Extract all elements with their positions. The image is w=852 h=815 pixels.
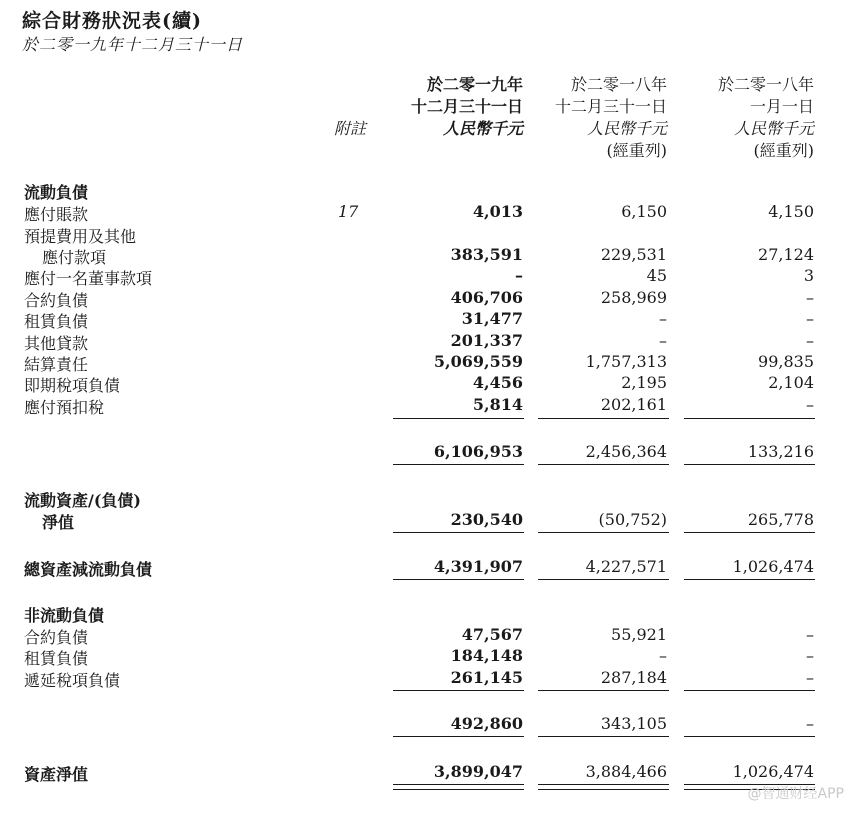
table-row: 合約負債 406,706 258,969 – bbox=[24, 288, 814, 310]
non-current-total: 492,860 343,105 – bbox=[450, 714, 814, 733]
net-assets-row: 資產淨值 3,899,047 3,884,466 1,026,474 bbox=[24, 762, 814, 784]
table-row: 租賃負債 31,477 – – bbox=[24, 309, 814, 331]
table-row: 結算責任 5,069,559 1,757,313 99,835 bbox=[24, 352, 814, 374]
total-less-current-row: 總資產減流動負債 4,391,907 4,227,571 1,026,474 bbox=[24, 557, 814, 579]
table-row: 其他貸款 201,337 – – bbox=[24, 331, 814, 353]
total-rule bbox=[538, 736, 669, 737]
current-liabilities-total: 6,106,953 2,456,364 133,216 bbox=[433, 442, 814, 461]
total-rule bbox=[393, 532, 524, 533]
header-col-2019: 於二零一九年 十二月三十一日 人民幣千元 bbox=[410, 75, 523, 138]
subtotal-rule bbox=[684, 690, 815, 691]
total-rule bbox=[684, 579, 815, 580]
total-rule bbox=[684, 464, 815, 465]
total-rule bbox=[538, 464, 669, 465]
table-row: 合約負債 47,567 55,921 – bbox=[24, 625, 814, 647]
table-row: 租賃負債 184,148 – – bbox=[24, 646, 814, 668]
section-net-current: 流動資產/(負債) bbox=[24, 491, 141, 510]
total-rule bbox=[393, 579, 524, 580]
total-rule bbox=[538, 532, 669, 533]
section-non-current: 非流動負債 bbox=[24, 606, 105, 625]
table-row: 遞延稅項負債 261,145 287,184 – bbox=[24, 668, 814, 690]
table-row: 即期稅項負債 4,456 2,195 2,104 bbox=[24, 373, 814, 395]
statement-title: 綜合財務狀況表(續) bbox=[22, 10, 202, 32]
subtotal-rule bbox=[538, 418, 669, 419]
table-row: 應付賬款 17 4,013 6,150 4,150 bbox=[24, 202, 814, 224]
table-row: 應付款項 383,591 229,531 27,124 bbox=[42, 245, 814, 267]
subtotal-rule bbox=[684, 418, 815, 419]
header-note: 附註 bbox=[333, 119, 366, 138]
subtotal-rule bbox=[393, 690, 524, 691]
subtotal-rule bbox=[538, 690, 669, 691]
total-rule bbox=[538, 579, 669, 580]
subtotal-rule bbox=[393, 418, 524, 419]
total-rule bbox=[393, 736, 524, 737]
total-rule bbox=[684, 532, 815, 533]
header-col-2018-dec: 於二零一八年 十二月三十一日 人民幣千元 (經重列) bbox=[554, 75, 667, 160]
section-current-liabilities: 流動負債 bbox=[24, 183, 89, 202]
double-rule bbox=[538, 784, 669, 790]
total-rule bbox=[684, 736, 815, 737]
table-row: 預提費用及其他 bbox=[24, 227, 137, 246]
table-row: 應付一名董事款項 – 45 3 bbox=[24, 266, 814, 288]
table-row: 應付預扣稅 5,814 202,161 – bbox=[24, 395, 814, 417]
statement-date: 於二零一九年十二月三十一日 bbox=[22, 35, 244, 54]
double-rule bbox=[393, 784, 524, 790]
net-current-row: 淨值 230,540 (50,752) 265,778 bbox=[42, 510, 814, 532]
watermark: @智通财经APP bbox=[747, 786, 844, 802]
total-rule bbox=[393, 464, 524, 465]
header-col-2018-jan: 於二零一八年 一月一日 人民幣千元 (經重列) bbox=[717, 75, 814, 160]
